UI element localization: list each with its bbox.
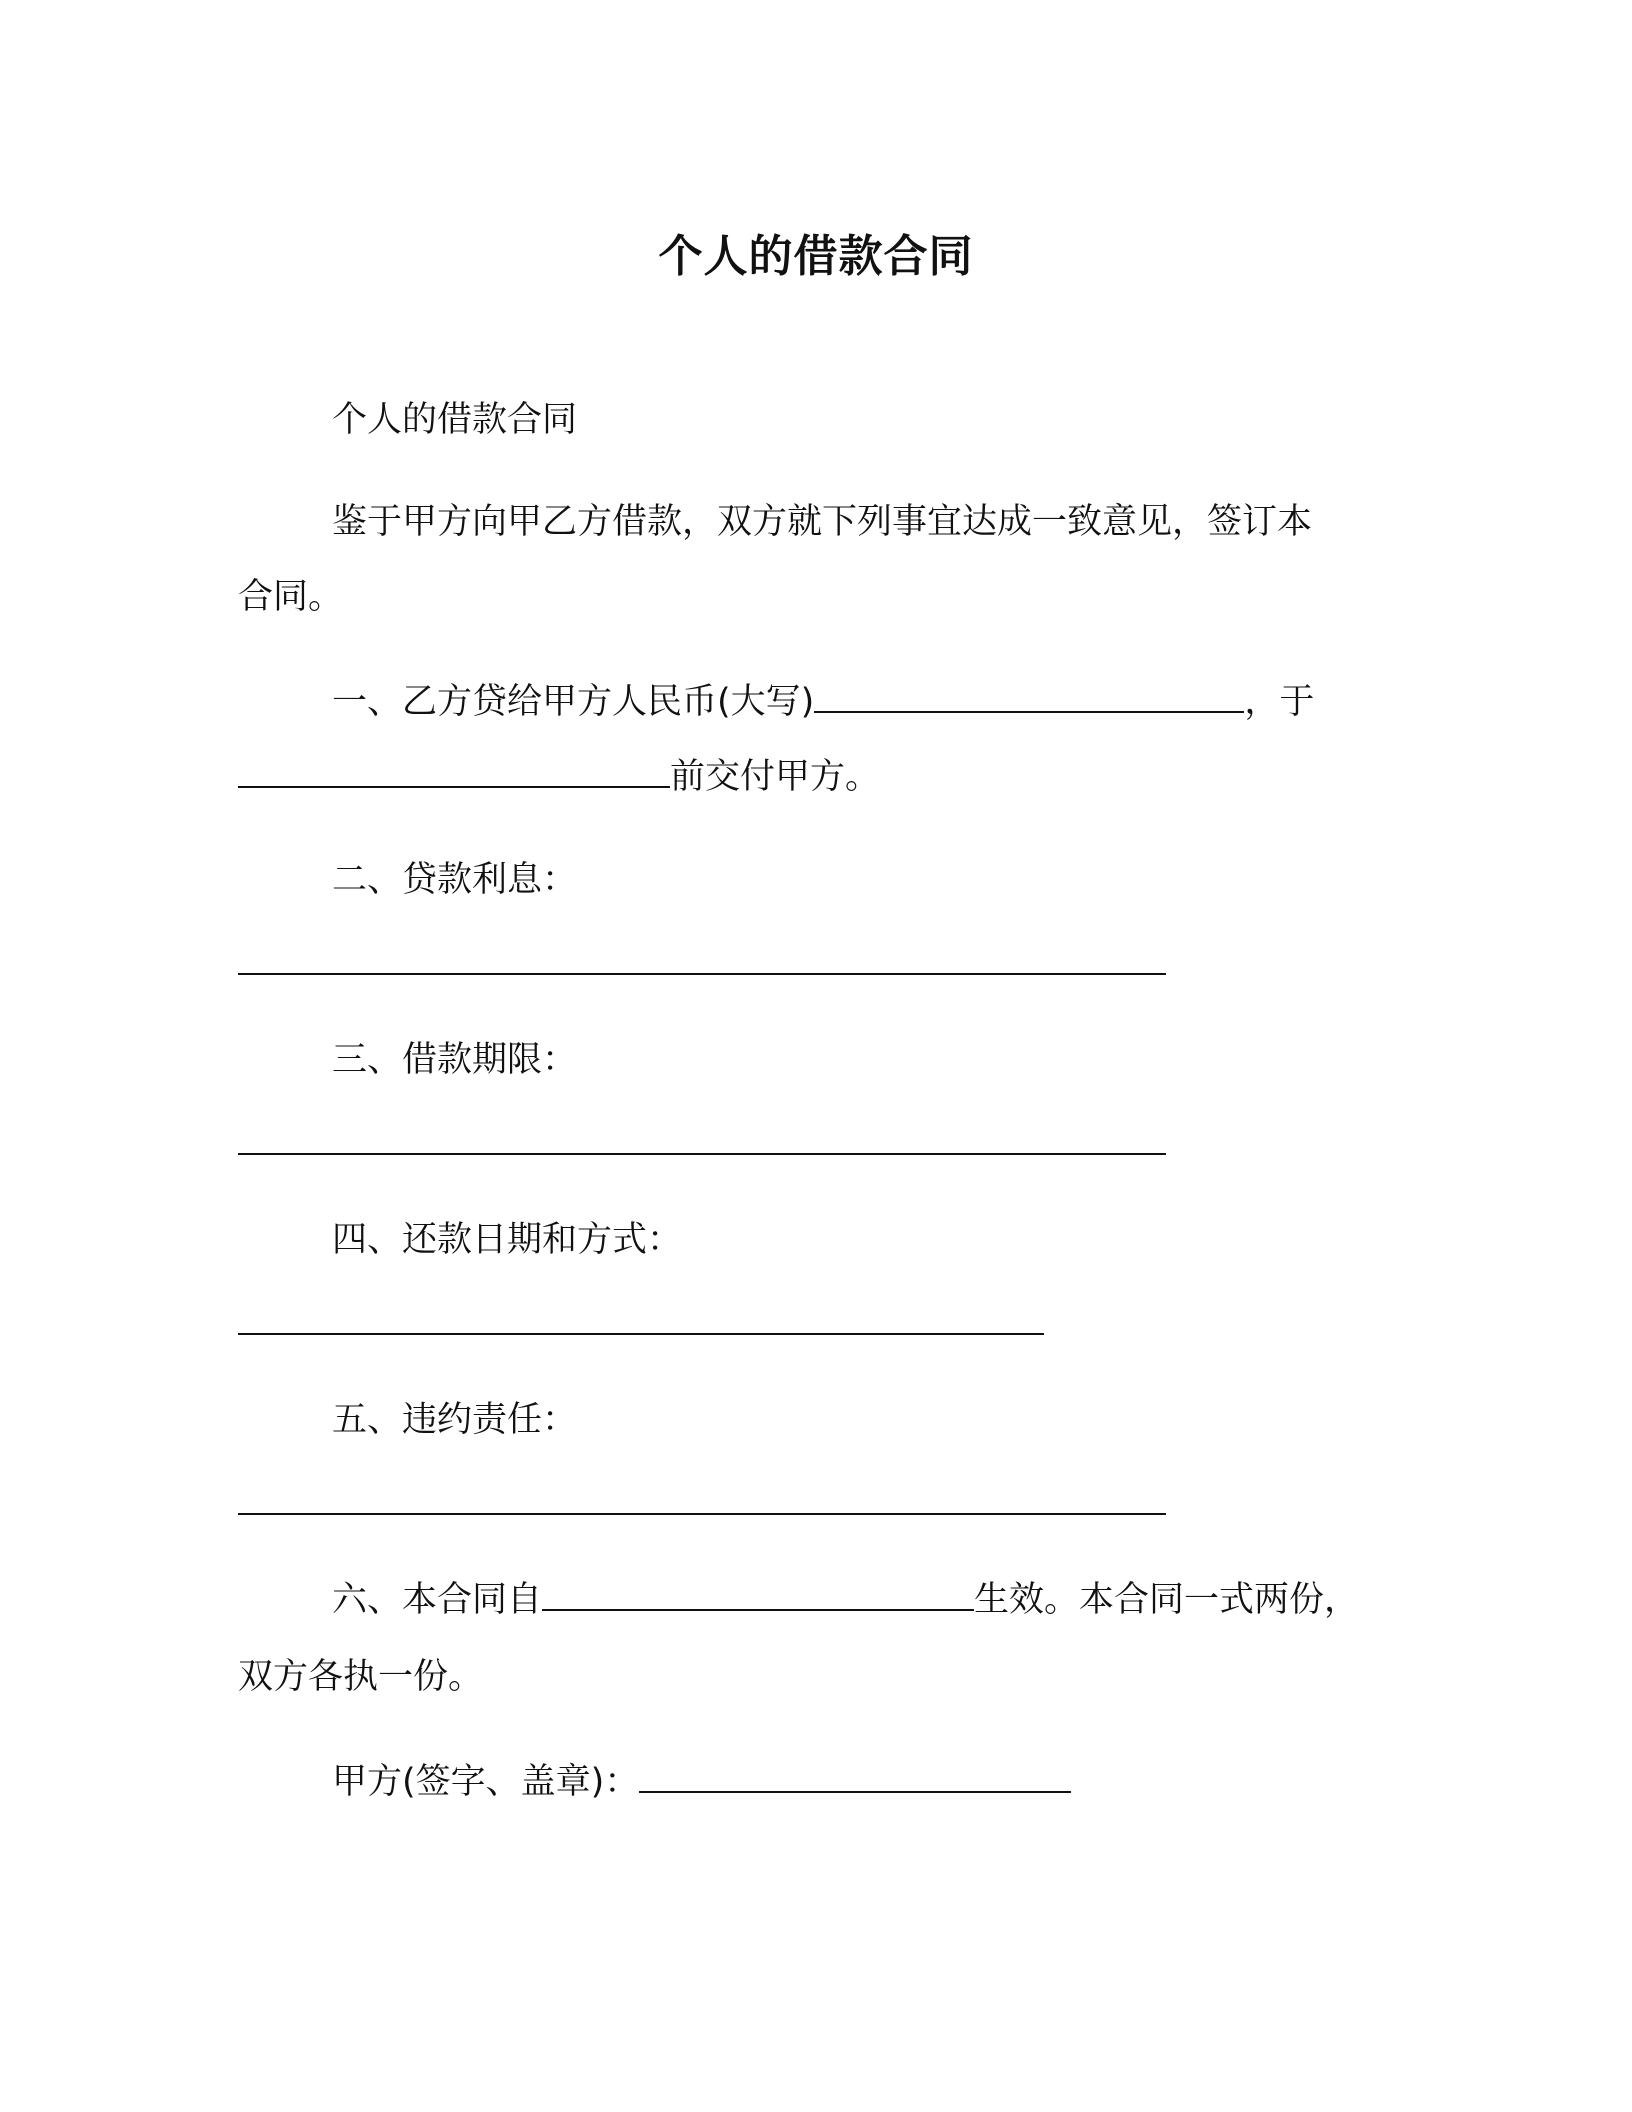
repayment-blank-line — [238, 1302, 1044, 1346]
amount-blank[interactable] — [814, 681, 1244, 713]
term-blank-line — [238, 1122, 1166, 1166]
term-blank[interactable] — [238, 1123, 1166, 1155]
repayment-blank[interactable] — [238, 1303, 1044, 1335]
clause-1-suffix: ，于 — [1244, 682, 1315, 722]
liability-blank[interactable] — [238, 1483, 1166, 1515]
page-title: 个人的借款合同 — [658, 231, 974, 282]
clause-6-line-1 — [332, 1578, 1359, 1622]
party-a-signature-blank[interactable] — [639, 1761, 1071, 1793]
clause-3-label: 三、借款期限： — [332, 1040, 578, 1080]
clause-1-prefix: 一、乙方贷给甲方人民币(大写) — [332, 682, 815, 722]
clause-6-suffix: 生效。本合同一式两份， — [974, 1580, 1360, 1620]
clause-2-label: 二、贷款利息： — [332, 860, 578, 900]
interest-blank-line — [238, 942, 1166, 986]
heading-repeat: 个人的借款合同 — [332, 400, 578, 440]
party-a-line — [332, 1760, 1071, 1804]
clause-6-line-2: 双方各执一份。 — [238, 1657, 484, 1697]
clause-4-label: 四、还款日期和方式： — [332, 1220, 683, 1260]
clause-1-line-2 — [238, 755, 880, 799]
clause-5-label: 五、违约责任： — [332, 1400, 578, 1440]
delivery-date-blank[interactable] — [238, 756, 670, 788]
intro-line-2: 合同。 — [238, 577, 344, 617]
effective-date-blank[interactable] — [542, 1579, 974, 1611]
clause-1-line-1 — [332, 680, 1314, 724]
clause-1-line-2-suffix: 前交付甲方。 — [670, 757, 881, 797]
liability-blank-line — [238, 1482, 1166, 1526]
interest-blank[interactable] — [238, 943, 1166, 975]
intro-line-1: 鉴于甲方向甲乙方借款，双方就下列事宜达成一致意见，签订本 — [332, 502, 1313, 542]
party-a-label: 甲方(签字、盖章)： — [332, 1762, 640, 1802]
clause-6-prefix: 六、本合同自 — [332, 1580, 543, 1620]
